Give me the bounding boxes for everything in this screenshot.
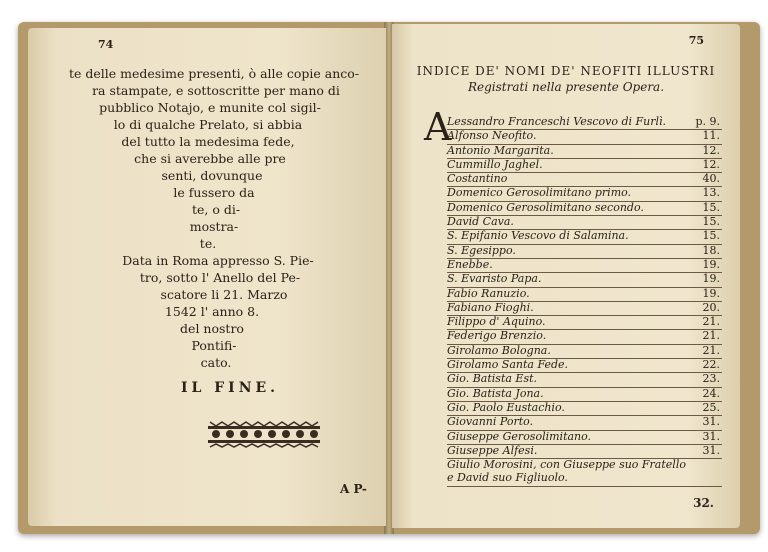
text-line: Pontifi- bbox=[191, 338, 237, 353]
index-entry: Gio. Paolo Eustachio. 25. bbox=[447, 402, 722, 416]
left-page bbox=[28, 28, 386, 526]
text-line: le fussero da bbox=[173, 185, 255, 200]
text-line: ra stampate, e sottoscritte per mano di bbox=[92, 83, 340, 98]
right-page-number: 75 bbox=[688, 34, 704, 47]
index-subtitle: Registrati nella presente Opera. bbox=[467, 80, 665, 94]
continued-page-ref: 32. bbox=[693, 496, 714, 510]
text-line: cato. bbox=[200, 355, 232, 370]
text-line: 1542 l' anno 8. bbox=[164, 304, 260, 319]
index-entry: Domenico Gerosolimitano primo. 13. bbox=[447, 187, 722, 201]
index-entry: Girolamo Santa Fede. 22. bbox=[447, 359, 722, 373]
left-page-number: 74 bbox=[98, 38, 114, 51]
index-entry: Alfonso Neofito. 11. bbox=[447, 130, 722, 144]
index-entry: Cummillo Jaghel. 12. bbox=[447, 159, 722, 173]
index-entry: Gio. Batista Est. 23. bbox=[447, 373, 722, 387]
index-entry: Giovanni Porto. 31. bbox=[447, 416, 722, 430]
text-line: te. bbox=[199, 236, 217, 251]
text-line: lo di qualche Prelato, si abbia bbox=[113, 117, 303, 132]
index-entry: S. Egesippo. 18. bbox=[447, 245, 722, 259]
drop-cap: A bbox=[424, 105, 452, 149]
index-entry: Gio. Batista Jona. 24. bbox=[447, 388, 722, 402]
text-line: mostra- bbox=[189, 219, 239, 234]
open-book bbox=[18, 22, 760, 534]
end-title: IL FINE. bbox=[180, 380, 280, 396]
index-entry: Antonio Margarita. 12. bbox=[447, 145, 722, 159]
text-line: Data in Roma appresso S. Pie- bbox=[122, 253, 314, 268]
index-entry: Giuseppe Gerosolimitano. 31. bbox=[447, 431, 722, 445]
text-line: tro, sotto l' Anello del Pe- bbox=[139, 270, 301, 285]
index-entry: Domenico Gerosolimitano secondo. 15. bbox=[447, 202, 722, 216]
index-entry: e David suo Figliuolo. bbox=[447, 472, 722, 486]
index-entry: David Cava. 15. bbox=[447, 216, 722, 230]
index-entry: Girolamo Bologna. 21. bbox=[447, 345, 722, 359]
index-entry: S. Epifanio Vescovo di Salamina. 15. bbox=[447, 230, 722, 244]
text-line: del nostro bbox=[180, 321, 244, 336]
index-entry: Lessandro Franceschi Vescovo di Furlì. p. 9. bbox=[447, 116, 722, 130]
text-line: te delle medesime presenti, ò alle copie anco- bbox=[68, 66, 360, 81]
index-entry: Giuseppe Alfesi. 31. bbox=[447, 445, 722, 459]
text-line: scatore li 21. Marzo bbox=[160, 287, 288, 302]
index-entry: Enebbe. 19. bbox=[447, 259, 722, 273]
index-entry: Fabiano Fioghi. 20. bbox=[447, 302, 722, 316]
index-entry: Filippo d' Aquino. 21. bbox=[447, 316, 722, 330]
ornament-icon bbox=[204, 420, 324, 450]
index-list bbox=[447, 116, 722, 487]
right-page bbox=[392, 24, 740, 528]
catchword: A P- bbox=[340, 482, 367, 496]
text-line: senti, dovunque bbox=[161, 168, 263, 183]
text-line: che si averebbe alle pre bbox=[134, 151, 286, 166]
text-line: del tutto la medesima fede, bbox=[121, 134, 295, 149]
index-entry: S. Evaristo Papa. 19. bbox=[447, 273, 722, 287]
text-line: pubblico Notajo, e munite col sigil- bbox=[99, 100, 321, 115]
index-entry: Federigo Brenzio. 21. bbox=[447, 330, 722, 344]
index-entry: Giulio Morosini, con Giuseppe suo Fratello bbox=[447, 458, 686, 472]
index-entry: Fabio Ranuzio. 19. bbox=[447, 288, 722, 302]
index-title: INDICE DE' NOMI DE' NEOFITI ILLUSTRI bbox=[416, 64, 716, 78]
text-line: te, o di- bbox=[191, 202, 241, 217]
index-entry: Costantino 40. bbox=[447, 173, 722, 187]
